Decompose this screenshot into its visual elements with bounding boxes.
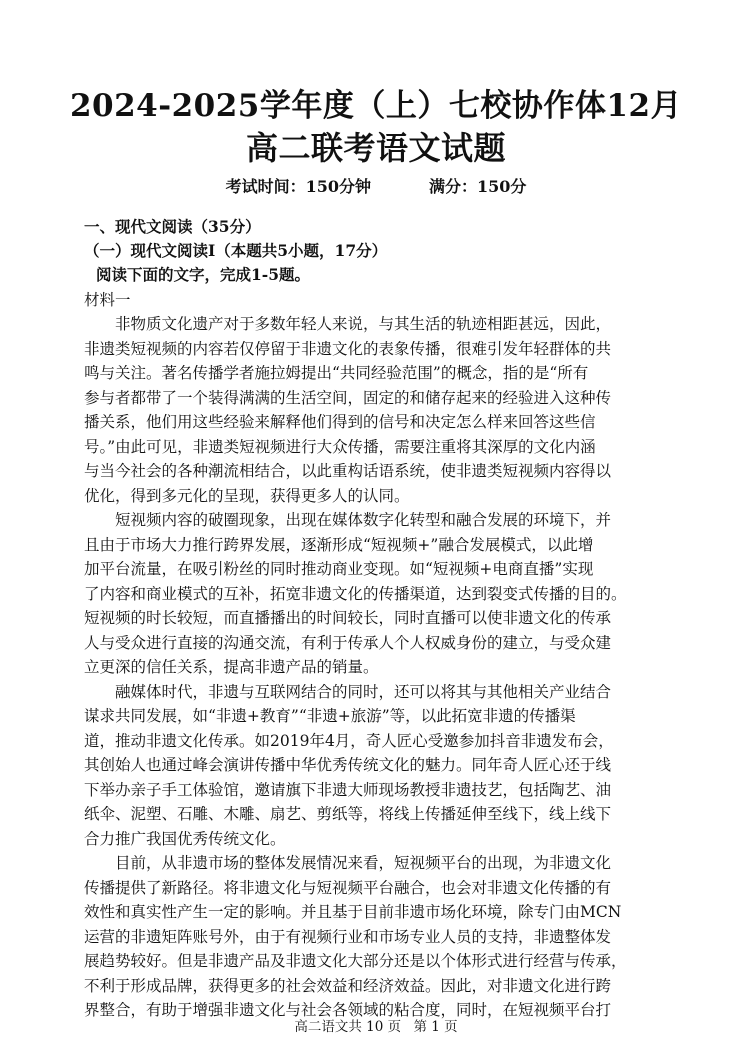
exam-full-score: 满分：150分	[429, 177, 527, 196]
subsection-heading: （一）现代文阅读Ⅰ（本题共5小题，17分）	[84, 241, 388, 260]
section-heading: 一、现代文阅读（35分）	[84, 217, 261, 236]
text-line: 短视频的时长较短，而直播播出的时间较长，同时直播可以使非遗文化的传承	[84, 609, 612, 627]
text-line: 且由于市场大力推行跨界发展，逐渐形成“短视频+”融合发展模式，以此增	[84, 535, 594, 554]
text-line: 参与者都带了一个装得满满的生活空间，固定的和储存起来的经验进入这种传	[84, 388, 612, 407]
text-line: 不利于形成品牌，获得更多的社会效益和经济效益。因此，对非遗文化进行跨	[84, 976, 612, 995]
exam-title-line2: 高二联考语文试题	[245, 129, 506, 167]
text-line: 效性和真实性产生一定的影响。并且基于目前非遗市场化环境，除专门由MCN	[84, 903, 622, 921]
text-line: 优化，得到多元化的呈现，获得更多人的认同。	[84, 486, 410, 505]
page-footer	[0, 1017, 752, 1037]
text-line: 界整合，有助于增强非遗文化与社会各领域的粘合度，同时，在短视频平台打	[84, 1001, 612, 1019]
text-line: 传播提供了新路径。将非遗文化与短视频平台融合，也会对非遗文化传播的有	[84, 878, 612, 897]
exam-time: 考试时间：150分钟	[225, 177, 371, 196]
text-line: 人与受众进行直接的沟通交流，有利于传承人个人权威身份的建立，与受众建	[84, 633, 612, 652]
text-line: 道，推动非遗文化传承。如2019年4月，奇人匠心受邀参加抖音非遗发布会，	[84, 731, 614, 750]
material-label: 材料一	[84, 291, 131, 309]
exam-info	[0, 176, 752, 198]
text-line: 非物质文化遗产对于多数年轻人来说，与其生活的轨迹相距甚远，因此，	[84, 315, 612, 333]
text-line: 号。”由此可见，非遗类短视频进行大众传播，需要注重将其深厚的文化内涵	[84, 437, 596, 456]
reading-instruction: 阅读下面的文字，完成1-5题。	[96, 265, 311, 284]
text-line: 纸伞、泥塑、石雕、木雕、扇艺、剪纸等，将线上传播延伸至线下，线上线下	[84, 805, 612, 823]
text-line: 合力推广我国优秀传统文化。	[84, 829, 286, 848]
text-line: 与当今社会的各种潮流相结合，以此重构话语系统，使非遗类短视频内容得以	[84, 462, 612, 480]
text-line: 加平台流量，在吸引粉丝的同时推动商业变现。如“短视频+电商直播”实现	[84, 560, 594, 578]
text-line: 谋求共同发展，如“非遗+教育”“非遗+旅游”等，以此拓宽非遗的传播渠	[84, 707, 576, 725]
text-line: 目前，从非遗市场的整体发展情况来看，短视频平台的出现，为非遗文化	[84, 854, 612, 872]
text-line: 了内容和商业模式的互补，拓宽非遗文化的传播渠道，达到裂变式传播的目的。	[84, 584, 627, 603]
exam-title-line1: 2024-2025学年度（上）七校协作体12月	[69, 88, 683, 124]
text-line: 鸣与关注。著名传播学者施拉姆提出“共同经验范围”的概念，指的是“所有	[84, 364, 589, 382]
text-line: 非遗类短视频的内容若仅停留于非遗文化的表象传播，很难引发年轻群体的共	[84, 339, 612, 358]
text-line: 短视频内容的破圈现象，出现在媒体数字化转型和融合发展的环境下，并	[84, 511, 612, 529]
total-pages: 高二语文共 10 页	[294, 1019, 402, 1035]
text-line: 运营的非遗矩阵账号外，由于有视频行业和市场专业人员的支持，非遗整体发	[84, 927, 612, 946]
material-body	[84, 312, 668, 1023]
text-line: 播关系，他们用这些经验来解释他们得到的信号和决定怎么样来回答这些信	[84, 413, 596, 431]
page-number: 第 1 页	[413, 1019, 458, 1035]
text-line: 其创始人也通过峰会演讲传播中华优秀传统文化的魅力。同年奇人匠心还于线	[84, 756, 612, 774]
text-line: 立更深的信任关系，提高非遗产品的销量。	[84, 658, 379, 676]
text-line: 下举办亲子手工体验馆，邀请旗下非遗大师现场教授非遗技艺，包括陶艺、油	[84, 780, 612, 799]
text-line: 展趋势较好。但是非遗产品及非遗文化大部分还是以个体形式进行经营与传承，	[84, 952, 627, 970]
text-line: 融媒体时代，非遗与互联网结合的同时，还可以将其与其他相关产业结合	[84, 682, 612, 701]
